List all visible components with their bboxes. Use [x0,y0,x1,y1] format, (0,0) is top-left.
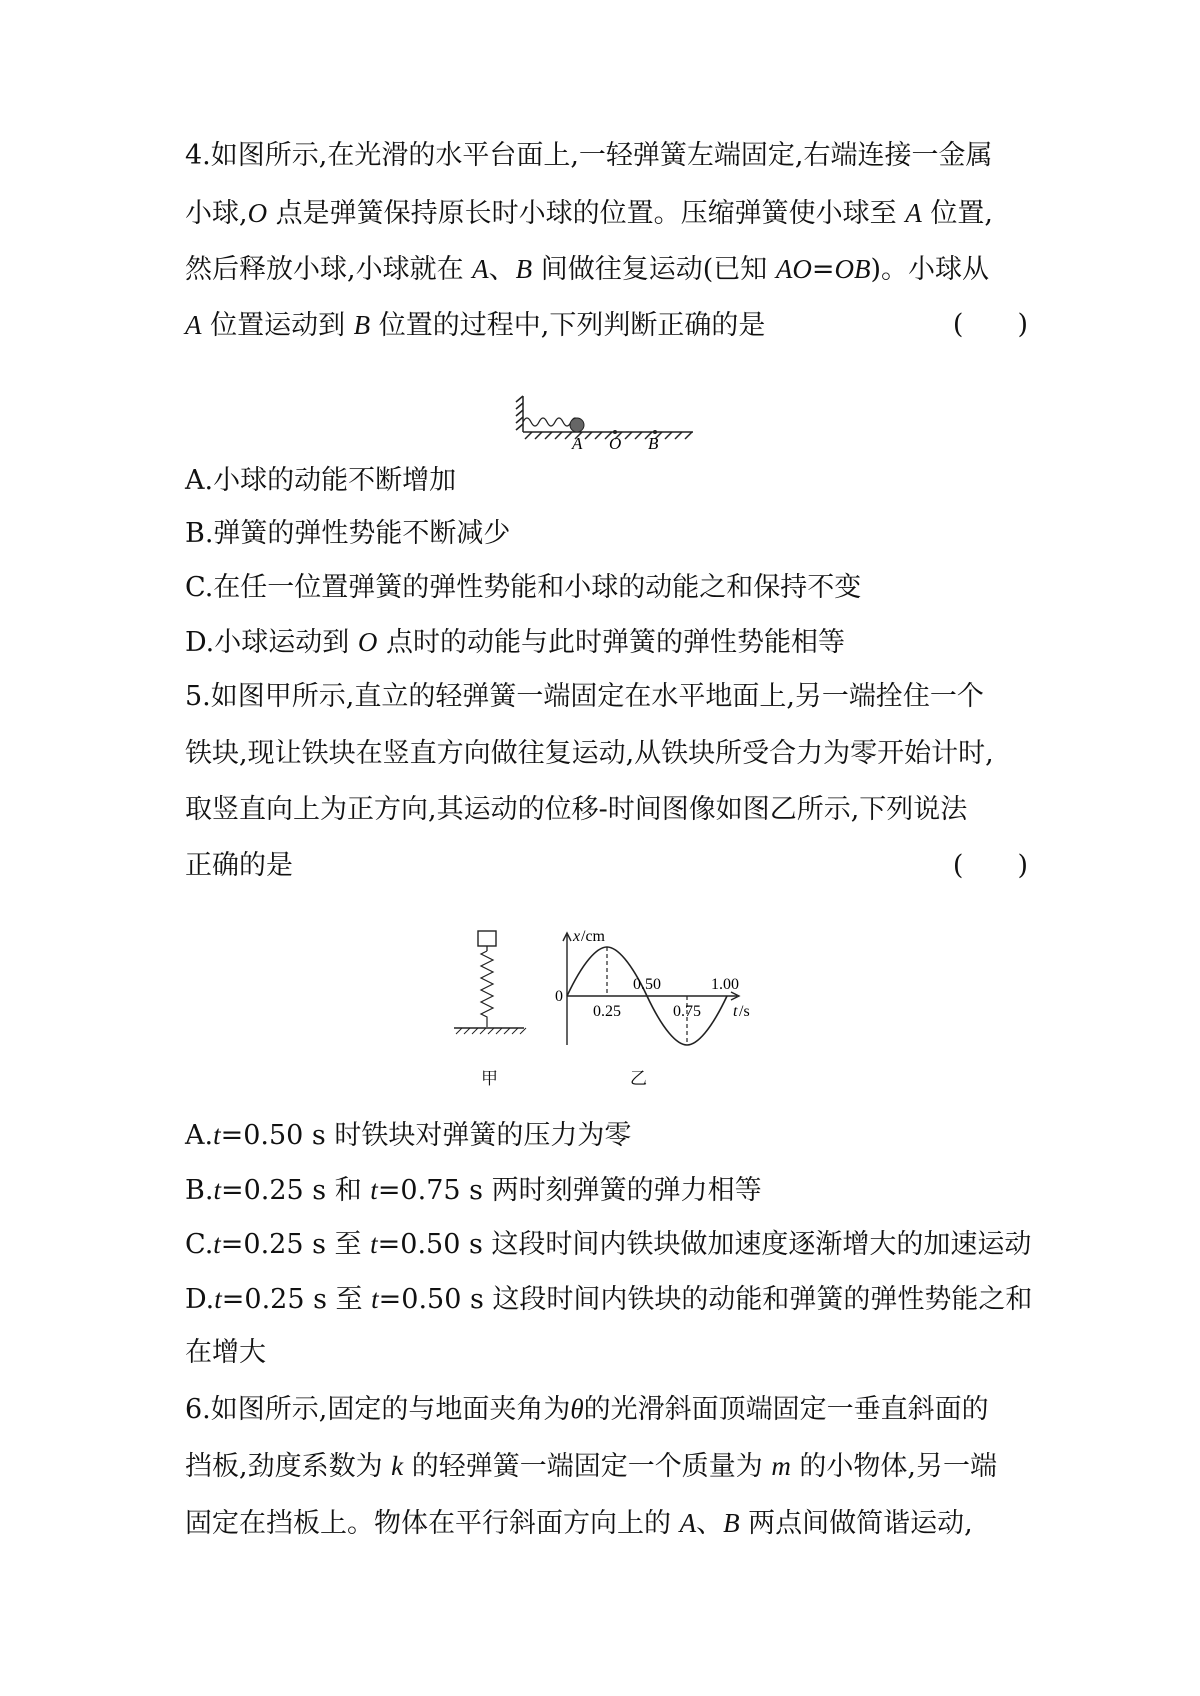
q4-line-4: A 位置运动到 B 位置的过程中,下列判断正确的是 [185,310,766,341]
q6-line-2: 挡板,劲度系数为 k 的轻弹簧一端固定一个质量为 m 的小物体,另一端 [185,1451,997,1482]
q5-option-c: C.t=0.25 s 至 t=0.50 s 这段时间内铁块做加速度逐渐增大的加速运动 [185,1229,1032,1260]
y-axis-label-x: x [573,928,581,945]
q5-option-a: A.t=0.50 s 时铁块对弹簧的压力为零 [185,1120,632,1151]
q5-figure-jia [450,927,530,1047]
q4-option-d: D.小球运动到 O 点时的动能与此时弹簧的弹性势能相等 [185,627,845,658]
x-axis-label-unit: /s [739,1003,750,1020]
q4-option-a: A.小球的动能不断增加 [185,465,457,496]
caption-yi: 乙 [630,1069,647,1089]
q4-line-3: 然后释放小球,小球就在 A、B 间做往复运动(已知 AO=OB)。小球从 [185,254,990,285]
q5-line-3: 取竖直向上为正方向,其运动的位移-时间图像如图乙所示,下列说法 [185,794,968,825]
q5-figure-yi [555,927,775,1055]
q5-line-1: 5.如图甲所示,直立的轻弹簧一端固定在水平地面上,另一端拴住一个 [185,681,984,712]
y-axis-label-unit: /cm [581,928,605,945]
q6-line-1: 6.如图所示,固定的与地面夹角为θ的光滑斜面顶端固定一垂直斜面的 [185,1394,989,1425]
q5-line-2: 铁块,现让铁块在竖直方向做往复运动,从铁块所受合力为零开始计时, [185,738,994,769]
q5-option-d: D.t=0.25 s 至 t=0.50 s 这段时间内铁块的动能和弹簧的弹性势能之和 [185,1284,1033,1315]
tick-075: 0.75 [673,1003,701,1020]
label-a: A [572,434,583,450]
q5-line-4: 正确的是 [185,850,293,881]
label-o: O [609,434,622,450]
q5-option-b: B.t=0.25 s 和 t=0.75 s 两时刻弹簧的弹力相等 [185,1175,762,1206]
q4-option-c: C.在任一位置弹簧的弹性势能和小球的动能之和保持不变 [185,572,862,603]
q4-option-b: B.弹簧的弹性势能不断减少 [185,518,511,549]
q6-line-3: 固定在挡板上。物体在平行斜面方向上的 A、B 两点间做简谐运动, [185,1508,973,1539]
iron-block [478,931,496,946]
q4-spring-figure [515,392,695,450]
q5-option-d-cont: 在增大 [185,1337,266,1368]
q4-answer-paren: ( ) [952,309,1028,340]
origin-label: 0 [555,988,563,1005]
metal-ball [570,418,584,432]
vertical-spring-coil [481,951,493,1027]
caption-jia: 甲 [481,1069,498,1089]
q5-answer-paren: ( ) [952,850,1028,881]
x-axis-label-t: t [733,1003,738,1020]
q4-line-2: 小球,O 点是弹簧保持原长时小球的位置。压缩弹簧使小球至 A 位置, [185,198,993,229]
tick-050: 0.50 [633,976,661,993]
tick-100: 1.00 [711,976,739,993]
q4-line-1: 4.如图所示,在光滑的水平台面上,一轻弹簧左端固定,右端连接一金属 [185,140,993,171]
label-b: B [648,434,659,450]
tick-025: 0.25 [593,1003,621,1020]
